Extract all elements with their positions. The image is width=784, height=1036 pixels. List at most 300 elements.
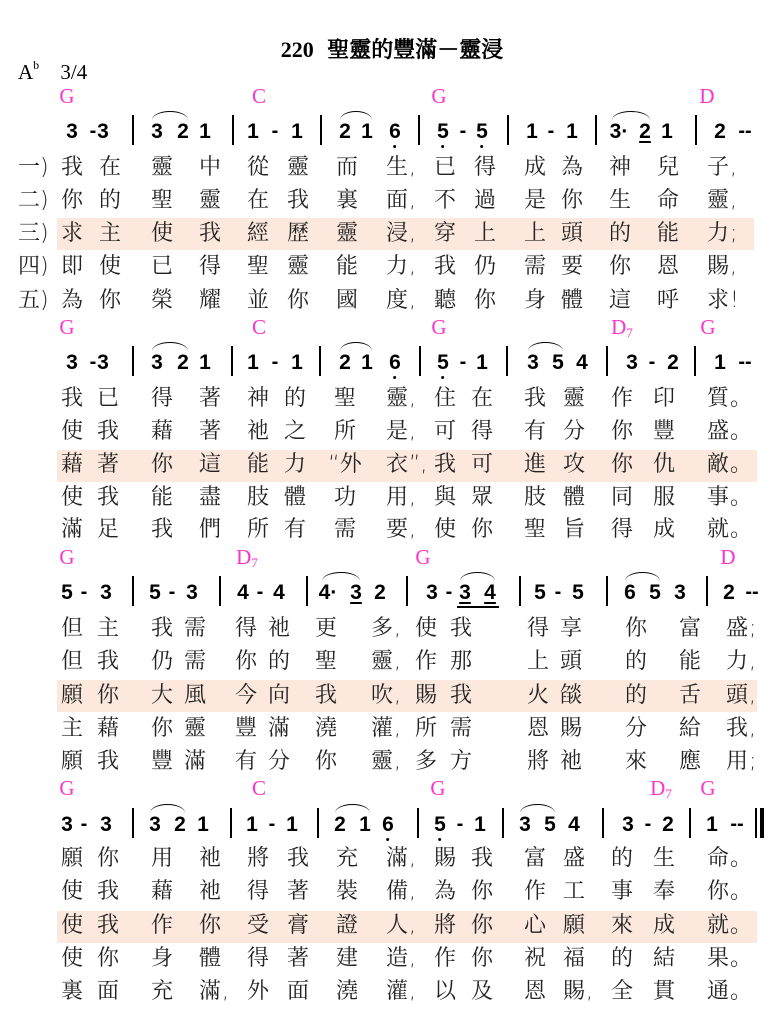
punctuation: , bbox=[394, 649, 402, 674]
lyric-char: 成 bbox=[652, 913, 676, 938]
lyric-char: 肢 bbox=[523, 485, 547, 510]
lyric-syllable bbox=[706, 879, 753, 904]
lyric-syllable bbox=[328, 454, 361, 476]
lyric-char: 作 bbox=[610, 386, 634, 411]
chord-extension: 7 bbox=[665, 786, 672, 801]
lyric-syllable bbox=[268, 685, 290, 707]
note-digit: 5 bbox=[61, 581, 73, 604]
hold-dash: -- bbox=[738, 351, 752, 373]
lyric-syllable bbox=[434, 256, 456, 278]
lyric-syllable bbox=[725, 716, 757, 741]
chord-symbol bbox=[252, 778, 266, 799]
chord-symbol bbox=[650, 778, 672, 800]
lyric-syllable bbox=[625, 618, 647, 640]
lyric-char: 們 bbox=[198, 517, 222, 542]
lyric-syllable bbox=[679, 651, 701, 673]
punctuation: , bbox=[409, 517, 417, 542]
lyric-syllable bbox=[336, 915, 358, 937]
lyric-syllable bbox=[611, 487, 633, 509]
lyric-char: 為 bbox=[560, 155, 584, 180]
barline bbox=[689, 808, 691, 838]
lyric-char: 我 bbox=[449, 616, 473, 641]
lyric-char: 全 bbox=[610, 979, 634, 1004]
lyric-syllable bbox=[560, 718, 582, 740]
lyric-syllable bbox=[336, 157, 358, 179]
note-digit: 3 bbox=[151, 351, 163, 374]
lyric-syllable bbox=[415, 751, 437, 773]
punctuation: , bbox=[409, 879, 417, 904]
lyric-char: 那 bbox=[449, 649, 473, 674]
lyric-char: 貫 bbox=[652, 979, 676, 1004]
lyric-char: 不 bbox=[433, 188, 457, 213]
lyric-char: 靈 bbox=[706, 188, 730, 213]
lyric-syllable bbox=[99, 223, 121, 245]
lyric-char: 住 bbox=[433, 386, 457, 411]
lyric-syllable bbox=[450, 718, 472, 740]
lyric-syllable bbox=[471, 848, 493, 870]
lyric-syllable bbox=[657, 157, 679, 179]
lyric-syllable bbox=[474, 157, 496, 179]
lyric-char: 兒 bbox=[656, 155, 680, 180]
lyric-syllable bbox=[434, 421, 456, 443]
lyric-char: 體 bbox=[198, 946, 222, 971]
punctuation: , bbox=[409, 979, 417, 1004]
lyric-char: 有 bbox=[234, 749, 258, 774]
hymn-title bbox=[0, 33, 784, 64]
barline bbox=[417, 808, 419, 838]
hold-dash: -- bbox=[745, 581, 759, 603]
lyric-char: 的 bbox=[283, 386, 307, 411]
lyric-syllable bbox=[151, 487, 173, 509]
lyric-syllable bbox=[151, 618, 173, 640]
lyric-syllable bbox=[524, 290, 546, 312]
lyric-char: 賜 bbox=[414, 683, 438, 708]
lyric-syllable bbox=[61, 718, 83, 740]
lyric-char: 祂 bbox=[267, 616, 291, 641]
lyric-char: 我 bbox=[449, 683, 473, 708]
lyric-char: 的 bbox=[610, 946, 634, 971]
lyric-syllable bbox=[434, 388, 456, 410]
lyric-char: 衣 bbox=[385, 452, 409, 477]
lyric-char: 所 bbox=[246, 517, 270, 542]
lyric-syllable bbox=[560, 751, 582, 773]
lyric-syllable bbox=[706, 979, 753, 1004]
lyric-char: 求 bbox=[60, 221, 84, 246]
lyric-syllable bbox=[562, 979, 594, 1004]
note-digit: 1 bbox=[199, 351, 211, 374]
note-digit: 1 bbox=[566, 120, 578, 143]
slur-arc bbox=[528, 342, 563, 351]
lyric-char: 足 bbox=[96, 517, 120, 542]
lyric-syllable bbox=[61, 454, 83, 476]
hold-dash: - bbox=[271, 120, 279, 142]
lyric-syllable bbox=[524, 487, 546, 509]
lyric-char: 分 bbox=[624, 716, 648, 741]
lyric-syllable bbox=[471, 519, 493, 541]
lyric-char: 膏 bbox=[286, 913, 310, 938]
lyric-char: 更 bbox=[314, 616, 338, 641]
hold-dash: - bbox=[89, 351, 97, 373]
lyric-char: 得 bbox=[526, 616, 550, 641]
lyric-syllable bbox=[560, 685, 582, 707]
note-digit: 3 bbox=[100, 581, 112, 604]
lyric-syllable bbox=[247, 190, 269, 212]
note-digit: 3 bbox=[97, 351, 109, 374]
lyric-syllable bbox=[235, 718, 257, 740]
lyric-char: 面 bbox=[286, 979, 310, 1004]
lyric-char: 的 bbox=[608, 221, 632, 246]
lyric-char: 恩 bbox=[523, 979, 547, 1004]
lyric-char: 充 bbox=[335, 846, 359, 871]
lyric-syllable bbox=[625, 718, 647, 740]
lyric-char: 賜 bbox=[706, 254, 730, 279]
lyric-char: 敵 bbox=[706, 452, 730, 477]
flat-sign: b bbox=[33, 58, 40, 72]
lyric-syllable bbox=[151, 848, 173, 870]
note-digit: 4 bbox=[576, 351, 588, 374]
lyric-syllable bbox=[725, 749, 757, 774]
lyric-char: 我 bbox=[96, 419, 120, 444]
lyric-char: 使 bbox=[150, 221, 174, 246]
lyric-char: 用 bbox=[725, 749, 749, 774]
lyric-char: 你 bbox=[314, 749, 338, 774]
lyric-char: 靈 bbox=[370, 749, 394, 774]
lyric-syllable bbox=[151, 388, 173, 410]
lyric-syllable bbox=[524, 421, 546, 443]
lyric-char: 即 bbox=[60, 254, 84, 279]
lyric-syllable bbox=[415, 651, 437, 673]
lyric-syllable bbox=[385, 386, 417, 411]
lyric-char: 服 bbox=[652, 485, 676, 510]
lyric-char: 需 bbox=[333, 517, 357, 542]
lyric-syllable bbox=[151, 948, 173, 970]
punctuation: , bbox=[409, 221, 417, 246]
lyric-char: 享 bbox=[559, 616, 583, 641]
slur-arc bbox=[152, 342, 188, 351]
lyric-char: 吹 bbox=[370, 683, 394, 708]
barline bbox=[320, 115, 322, 145]
chord-root: C bbox=[251, 776, 267, 800]
lyric-char: 已 bbox=[150, 254, 174, 279]
lyric-syllable bbox=[61, 848, 83, 870]
punctuation: 。 bbox=[730, 485, 753, 510]
lyric-char: 得 bbox=[473, 155, 497, 180]
lyric-char: 生 bbox=[608, 188, 632, 213]
lyric-char: 我 bbox=[96, 649, 120, 674]
lyric-syllable bbox=[151, 256, 173, 278]
lyric-syllable bbox=[611, 915, 633, 937]
lyric-char: 穿 bbox=[433, 221, 457, 246]
lyric-syllable bbox=[725, 683, 757, 708]
note-digit: 1 bbox=[199, 120, 211, 143]
chord-symbol bbox=[252, 86, 266, 107]
lyric-char: 燄 bbox=[559, 683, 583, 708]
lyric-char: 你 bbox=[608, 254, 632, 279]
lyric-syllable bbox=[653, 388, 675, 410]
lyric-char: 工 bbox=[562, 879, 586, 904]
chord-symbol bbox=[431, 86, 446, 107]
lyric-syllable bbox=[336, 848, 358, 870]
lyric-char: 已 bbox=[433, 155, 457, 180]
lyric-syllable bbox=[385, 879, 417, 904]
lyric-syllable bbox=[524, 157, 546, 179]
slur-arc bbox=[152, 111, 188, 120]
lyric-syllable bbox=[471, 388, 493, 410]
punctuation: ”, bbox=[409, 452, 428, 477]
lyric-char: 我 bbox=[286, 846, 310, 871]
lyric-char: 我 bbox=[470, 846, 494, 871]
lyric-syllable bbox=[561, 223, 583, 245]
lyric-char: 但 bbox=[60, 649, 84, 674]
hold-dash: - bbox=[256, 581, 264, 603]
lyric-char: 頭 bbox=[725, 683, 749, 708]
hold-dash: -- bbox=[738, 120, 752, 142]
lyric-syllable bbox=[653, 487, 675, 509]
lyric-syllable bbox=[415, 685, 437, 707]
punctuation: , bbox=[394, 616, 402, 641]
lyric-char: 體 bbox=[562, 485, 586, 510]
lyric-char: 我 bbox=[725, 716, 749, 741]
lyric-char: 力 bbox=[283, 452, 307, 477]
lyric-char: 藉 bbox=[96, 716, 120, 741]
lyric-char: 使 bbox=[60, 879, 84, 904]
lyric-char: 而 bbox=[335, 155, 359, 180]
lyric-syllable bbox=[268, 618, 290, 640]
punctuation: , bbox=[394, 683, 402, 708]
lyric-syllable bbox=[315, 651, 337, 673]
lyric-syllable bbox=[199, 256, 221, 278]
punctuation: , bbox=[409, 288, 417, 313]
lyric-syllable bbox=[706, 452, 753, 477]
lyric-char: 多 bbox=[414, 749, 438, 774]
lyric-syllable bbox=[415, 718, 437, 740]
lyric-syllable bbox=[151, 915, 173, 937]
lyric-char: 我 bbox=[96, 749, 120, 774]
note-digit: 1 bbox=[247, 351, 259, 374]
lyric-syllable bbox=[611, 881, 633, 903]
lyric-char: 我 bbox=[198, 221, 222, 246]
punctuation: , bbox=[222, 979, 230, 1004]
lyric-char: 建 bbox=[335, 946, 359, 971]
lyric-syllable bbox=[563, 421, 585, 443]
note-digit: 1 bbox=[246, 813, 258, 836]
final-barline-thick bbox=[760, 808, 764, 838]
chord-extension: 7 bbox=[251, 555, 258, 570]
note-digit: 2 bbox=[339, 351, 351, 374]
lyric-char: 神 bbox=[608, 155, 632, 180]
lyric-char: 上 bbox=[526, 649, 550, 674]
lyric-char: 這 bbox=[198, 452, 222, 477]
lyric-syllable bbox=[61, 487, 83, 509]
lyric-syllable bbox=[524, 881, 546, 903]
lyric-char: 仇 bbox=[652, 452, 676, 477]
chord-root: G bbox=[431, 315, 447, 339]
lyric-syllable bbox=[563, 948, 585, 970]
barline bbox=[132, 115, 134, 145]
lyric-char: 祝 bbox=[523, 946, 547, 971]
lyric-char: 備 bbox=[385, 879, 409, 904]
chord-symbol bbox=[59, 86, 74, 107]
lyric-syllable bbox=[561, 157, 583, 179]
slur-arc bbox=[322, 572, 360, 581]
lyric-char: 聖 bbox=[314, 649, 338, 674]
lyric-syllable bbox=[561, 190, 583, 212]
note-digit: 5 bbox=[544, 813, 556, 836]
lyric-syllable bbox=[151, 190, 173, 212]
lyric-char: 裝 bbox=[335, 879, 359, 904]
note-digit: 2 bbox=[177, 351, 189, 374]
slur-arc bbox=[340, 342, 372, 351]
note-digit: 5 bbox=[437, 120, 449, 143]
punctuation: 。 bbox=[730, 879, 753, 904]
lyric-char: 能 bbox=[150, 485, 174, 510]
note-digit: 5 bbox=[534, 581, 546, 604]
lyric-syllable bbox=[336, 190, 358, 212]
note-digit: 1 bbox=[661, 120, 673, 143]
lyric-char: 願 bbox=[60, 683, 84, 708]
lyric-char: 你 bbox=[150, 452, 174, 477]
note-digit: 5 bbox=[476, 120, 488, 143]
note-digit: 6 bbox=[382, 813, 394, 836]
lyric-syllable bbox=[653, 421, 675, 443]
lyric-char: 可 bbox=[433, 419, 457, 444]
hymn-title-text: 聖靈的豐滿－靈浸 bbox=[327, 38, 504, 63]
lyric-syllable bbox=[199, 915, 221, 937]
note-digit: 6 bbox=[389, 120, 401, 143]
lyric-syllable bbox=[657, 190, 679, 212]
lyric-char: 質 bbox=[706, 386, 730, 411]
lyric-char: 能 bbox=[335, 254, 359, 279]
lyric-char: 證 bbox=[335, 913, 359, 938]
lyric-char: 我 bbox=[433, 452, 457, 477]
lyric-syllable bbox=[385, 517, 417, 542]
lyric-syllable bbox=[706, 288, 739, 313]
lyric-syllable bbox=[524, 223, 546, 245]
lyric-syllable bbox=[471, 881, 493, 903]
key-signature bbox=[18, 58, 87, 85]
lyric-char: 裏 bbox=[60, 979, 84, 1004]
lyric-syllable bbox=[97, 519, 119, 541]
lyric-char: “外 bbox=[328, 452, 362, 477]
lyric-char: 需 bbox=[449, 716, 473, 741]
lyric-syllable bbox=[527, 651, 549, 673]
lyric-char: 的 bbox=[624, 649, 648, 674]
lyric-syllable bbox=[151, 290, 173, 312]
lyric-syllable bbox=[151, 223, 173, 245]
lyric-syllable bbox=[97, 948, 119, 970]
lyric-char: 為 bbox=[433, 879, 457, 904]
lyric-char: 體 bbox=[283, 485, 307, 510]
lyric-syllable bbox=[61, 519, 83, 541]
barline bbox=[706, 576, 708, 606]
lyric-char: 上 bbox=[523, 221, 547, 246]
note-digit: 1 bbox=[291, 120, 303, 143]
lyric-syllable bbox=[247, 981, 269, 1003]
lyric-char: 的 bbox=[624, 683, 648, 708]
lyric-char: 使 bbox=[60, 913, 84, 938]
lyric-syllable bbox=[151, 651, 173, 673]
lyric-syllable bbox=[247, 157, 269, 179]
chord-symbol bbox=[700, 778, 715, 799]
note-digit: 2 bbox=[177, 120, 189, 143]
lyric-char: 你 bbox=[624, 616, 648, 641]
chord-symbol bbox=[415, 547, 430, 568]
lyric-char: 祂 bbox=[198, 846, 222, 871]
lyric-char: 著 bbox=[198, 419, 222, 444]
chord-symbol bbox=[59, 547, 74, 568]
lyric-char: 滿 bbox=[60, 517, 84, 542]
lyric-syllable bbox=[611, 388, 633, 410]
lyric-syllable bbox=[235, 651, 257, 673]
lyric-char: 榮 bbox=[150, 288, 174, 313]
lyric-syllable bbox=[334, 421, 356, 443]
lyric-char: 能 bbox=[246, 452, 270, 477]
lyric-syllable bbox=[247, 948, 269, 970]
chord-symbol bbox=[699, 86, 714, 107]
punctuation: ; bbox=[730, 221, 738, 246]
lyric-syllable bbox=[611, 948, 633, 970]
lyric-char: 盛 bbox=[706, 419, 730, 444]
lyric-syllable bbox=[474, 290, 496, 312]
lyric-syllable bbox=[199, 290, 221, 312]
note-digit: 4 bbox=[484, 581, 496, 604]
punctuation: 。 bbox=[730, 386, 753, 411]
lyric-syllable bbox=[151, 718, 173, 740]
chord-root: G bbox=[700, 315, 716, 339]
lyric-char: 在 bbox=[246, 188, 270, 213]
lyric-syllable bbox=[725, 649, 757, 674]
lyric-char: 並 bbox=[246, 288, 270, 313]
lyric-char: 你 bbox=[470, 913, 494, 938]
note-digit: 3 bbox=[149, 813, 161, 836]
lyric-syllable bbox=[434, 190, 456, 212]
lyric-char: 分 bbox=[267, 749, 291, 774]
lyric-char: 你 bbox=[470, 517, 494, 542]
lyric-syllable bbox=[247, 487, 269, 509]
lyric-char: 的 bbox=[98, 188, 122, 213]
slur-arc bbox=[335, 804, 370, 813]
lyric-syllable bbox=[151, 519, 173, 541]
lyric-char: 你 bbox=[560, 188, 584, 213]
lyric-syllable bbox=[61, 290, 83, 312]
lyric-syllable bbox=[315, 751, 337, 773]
note-digit: 3 bbox=[151, 120, 163, 143]
lyric-syllable bbox=[524, 256, 546, 278]
lyric-syllable bbox=[151, 421, 173, 443]
punctuation: 。 bbox=[730, 419, 753, 444]
note-digit: 3 bbox=[186, 581, 198, 604]
chord-root: G bbox=[59, 315, 75, 339]
chord-root: G bbox=[430, 776, 446, 800]
lyric-char: 需 bbox=[183, 616, 207, 641]
lyric-syllable bbox=[657, 256, 679, 278]
hold-dash: - bbox=[456, 813, 464, 835]
lyric-char: 可 bbox=[470, 452, 494, 477]
lyric-syllable bbox=[563, 388, 585, 410]
lyric-syllable bbox=[434, 519, 456, 541]
lyric-syllable bbox=[284, 421, 306, 443]
lyric-syllable bbox=[99, 190, 121, 212]
lyric-syllable bbox=[235, 751, 257, 773]
lyric-syllable bbox=[287, 190, 309, 212]
lyric-syllable bbox=[474, 256, 496, 278]
lyric-char: 使 bbox=[60, 419, 84, 444]
lyric-syllable bbox=[370, 749, 402, 774]
lyric-syllable bbox=[199, 157, 221, 179]
lyric-syllable bbox=[61, 685, 83, 707]
lyric-syllable bbox=[199, 948, 221, 970]
lyric-syllable bbox=[706, 155, 738, 180]
